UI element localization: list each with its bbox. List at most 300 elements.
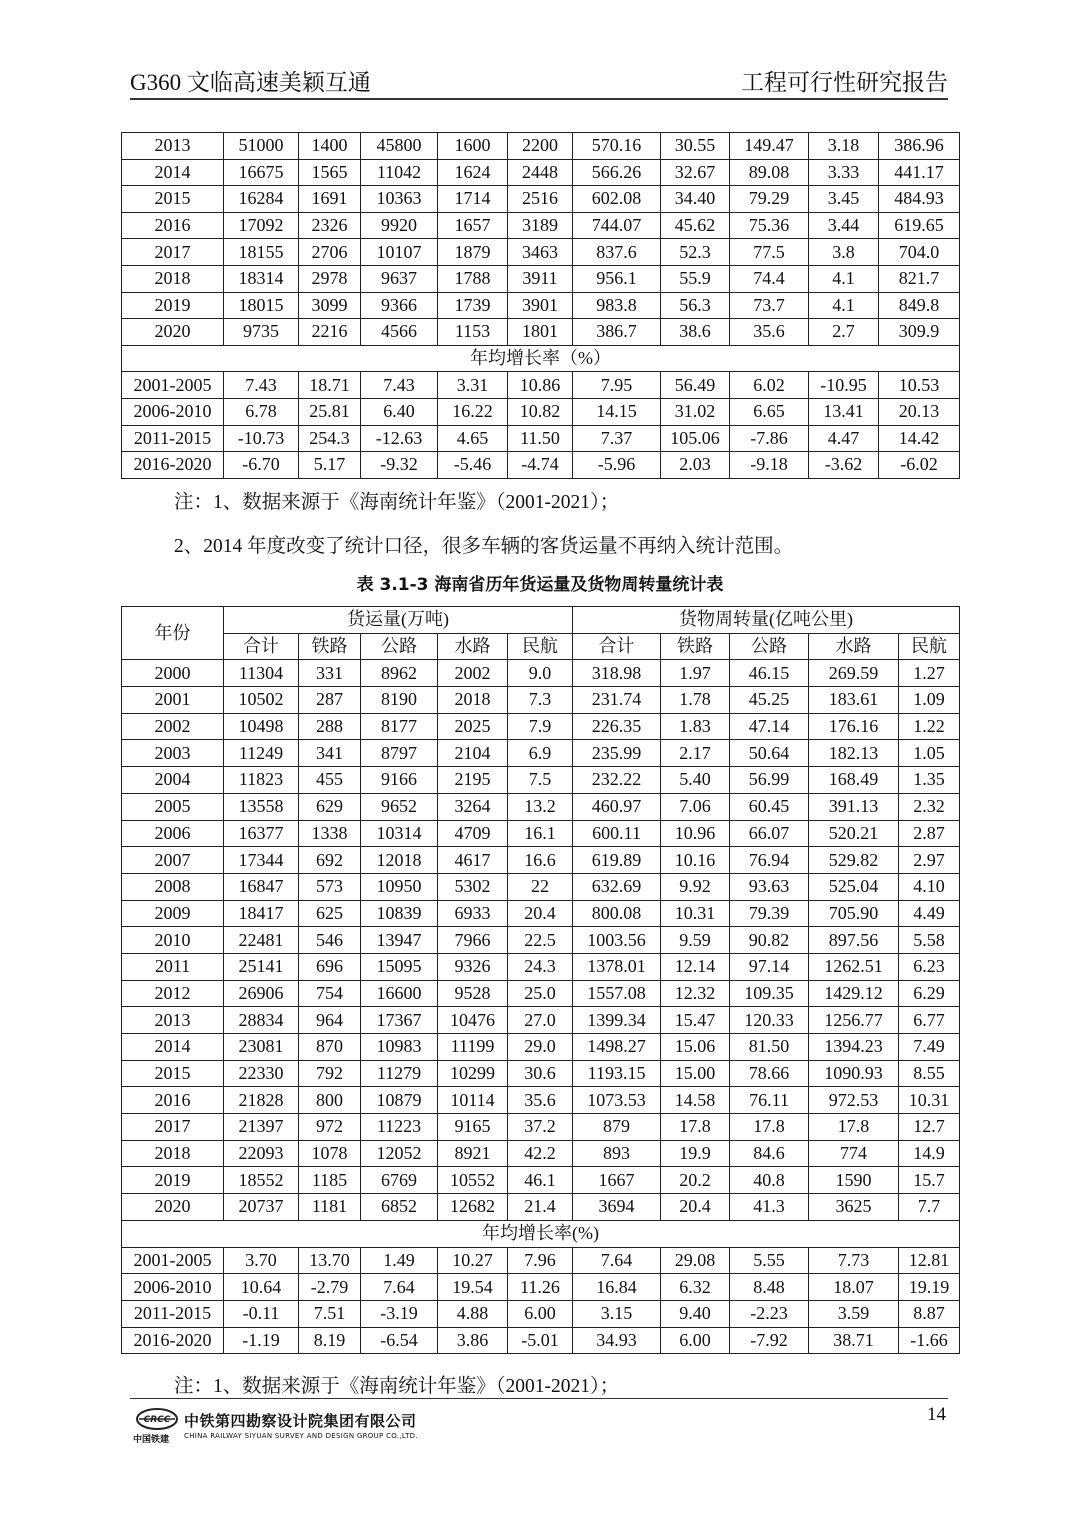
data-cell: 3901 [508,292,573,319]
logo-text: CRCC [143,1415,171,1425]
table-row [122,1007,960,1034]
data-cell: 90.82 [730,927,809,954]
data-cell: 9920 [361,212,438,239]
data-cell: 60.45 [730,793,809,820]
data-cell: 4.1 [809,292,879,319]
table-row [122,1060,960,1087]
growth-section-label: 年均增长率(%) [122,1220,960,1247]
data-cell: 10.82 [508,398,573,425]
data-cell: 269.59 [809,660,899,687]
table-row [122,1247,960,1274]
data-cell: 25.81 [299,398,361,425]
data-cell: 9652 [361,793,438,820]
data-cell: -1.19 [224,1327,299,1354]
row-label-cell: 2000 [122,660,224,687]
data-cell: 1193.15 [573,1060,661,1087]
data-cell: 9.59 [661,927,730,954]
data-cell: 288 [299,713,361,740]
table1-note-source: 注：1、数据来源于《海南统计年鉴》（2001-2021）； [174,492,620,513]
data-cell: 31.02 [661,398,730,425]
data-cell: 9637 [361,265,438,292]
data-cell: 15.00 [661,1060,730,1087]
data-cell: 331 [299,660,361,687]
data-cell: 79.29 [730,186,809,213]
data-cell: 696 [299,953,361,980]
data-cell: 956.1 [573,265,661,292]
data-cell: 11223 [361,1114,438,1141]
data-cell: 1429.12 [809,980,899,1007]
data-cell: 18417 [224,900,299,927]
data-cell: 3.44 [809,212,879,239]
data-cell: 16.22 [438,398,508,425]
data-cell: 231.74 [573,687,661,714]
data-cell: 1624 [438,159,508,186]
data-cell: 10476 [438,1007,508,1034]
data-cell: 821.7 [879,265,960,292]
data-cell: 14.58 [661,1087,730,1114]
data-cell: 1.97 [661,660,730,687]
table-row [122,1194,960,1221]
data-cell: 6.00 [661,1327,730,1354]
data-cell: 21828 [224,1087,299,1114]
data-cell: 632.69 [573,873,661,900]
data-cell: 7.37 [573,425,661,452]
data-cell: 17.8 [730,1114,809,1141]
row-label-cell: 2016-2020 [122,452,224,479]
table2-header-row [122,607,960,634]
data-cell: 529.82 [809,847,899,874]
data-cell: 76.94 [730,847,809,874]
data-cell: 232.22 [573,767,661,794]
row-label-cell: 2019 [122,1167,224,1194]
data-cell: 3099 [299,292,361,319]
data-cell: 2.97 [899,847,960,874]
data-cell: 2.32 [899,793,960,820]
data-cell: 13947 [361,927,438,954]
data-cell: 45.62 [661,212,730,239]
data-cell: 6769 [361,1167,438,1194]
data-cell: 4.65 [438,425,508,452]
data-cell: 176.16 [809,713,899,740]
data-cell: 1090.93 [809,1060,899,1087]
data-cell: 879 [573,1114,661,1141]
table-row [122,1167,960,1194]
data-cell: 4566 [361,319,438,346]
data-cell: 182.13 [809,740,899,767]
year-header: 年份 [122,607,224,660]
column-header: 民航 [899,633,960,660]
data-cell: 226.35 [573,713,661,740]
data-cell: -3.62 [809,452,879,479]
data-cell: 455 [299,767,361,794]
data-cell: 625 [299,900,361,927]
row-label-cell: 2016 [122,1087,224,1114]
data-cell: 2706 [299,239,361,266]
data-cell: 11304 [224,660,299,687]
data-cell: 1801 [508,319,573,346]
data-cell: 1557.08 [573,980,661,1007]
data-cell: 11042 [361,159,438,186]
data-cell: 972 [299,1114,361,1141]
data-cell: 3.33 [809,159,879,186]
data-cell: 18.07 [809,1274,899,1301]
data-cell: 183.61 [809,687,899,714]
data-cell: 6.29 [899,980,960,1007]
data-cell: 12.7 [899,1114,960,1141]
row-label-cell: 2006-2010 [122,398,224,425]
data-cell: 525.04 [809,873,899,900]
data-cell: 17.8 [661,1114,730,1141]
data-cell: 897.56 [809,927,899,954]
data-cell: 38.6 [661,319,730,346]
data-cell: 692 [299,847,361,874]
row-label-cell: 2016-2020 [122,1327,224,1354]
data-cell: 29.08 [661,1247,730,1274]
data-cell: 109.35 [730,980,809,1007]
data-cell: 56.3 [661,292,730,319]
header-report-type: 工程可行性研究报告 [741,70,948,95]
data-cell: 10839 [361,900,438,927]
data-cell: 3.59 [809,1300,899,1327]
data-cell: 10498 [224,713,299,740]
column-header: 水路 [809,633,899,660]
data-cell: 600.11 [573,820,661,847]
data-cell: 76.11 [730,1087,809,1114]
data-cell: 17092 [224,212,299,239]
data-cell: 7.95 [573,372,661,399]
data-cell: 3.15 [573,1300,661,1327]
row-label-cell: 2007 [122,847,224,874]
data-cell: 34.93 [573,1327,661,1354]
data-cell: 1153 [438,319,508,346]
data-cell: -3.19 [361,1300,438,1327]
table-row [122,1327,960,1354]
brand-name: 中国铁建 [133,1435,170,1445]
table-row [122,186,960,213]
data-cell: 105.06 [661,425,730,452]
data-cell: 4.10 [899,873,960,900]
data-cell: 705.90 [809,900,899,927]
table-row [122,239,960,266]
data-cell: 837.6 [573,239,661,266]
row-label-cell: 2015 [122,1060,224,1087]
data-cell: 573 [299,873,361,900]
data-cell: 2516 [508,186,573,213]
data-cell: 23081 [224,1034,299,1061]
data-cell: 602.08 [573,186,661,213]
data-cell: 1879 [438,239,508,266]
table-row [122,927,960,954]
column-header: 民航 [508,633,573,660]
data-cell: 30.55 [661,133,730,160]
data-cell: 2025 [438,713,508,740]
data-cell: 14.42 [879,425,960,452]
data-cell: 386.96 [879,133,960,160]
data-cell: 2.17 [661,740,730,767]
data-cell: 120.33 [730,1007,809,1034]
table-row [122,980,960,1007]
data-cell: 4709 [438,820,508,847]
freight-turnover-header: 货物周转量(亿吨公里) [573,607,960,634]
data-cell: 6.77 [899,1007,960,1034]
data-cell: 3.8 [809,239,879,266]
data-cell: 2326 [299,212,361,239]
data-cell: 341 [299,740,361,767]
data-cell: 11279 [361,1060,438,1087]
data-cell: 10.27 [438,1247,508,1274]
data-cell: 235.99 [573,740,661,767]
data-cell: 800 [299,1087,361,1114]
row-label-cell: 2015 [122,186,224,213]
data-cell: -5.01 [508,1327,573,1354]
data-cell: 3911 [508,265,573,292]
table-row [122,820,960,847]
data-cell: -2.23 [730,1300,809,1327]
data-cell: 1739 [438,292,508,319]
data-cell: 11823 [224,767,299,794]
data-cell: 6.9 [508,740,573,767]
data-cell: 16.6 [508,847,573,874]
data-cell: 7.49 [899,1034,960,1061]
page-header [130,62,948,100]
row-label-cell: 2006-2010 [122,1274,224,1301]
data-cell: 6.40 [361,398,438,425]
data-cell: 17.8 [809,1114,899,1141]
data-cell: 34.40 [661,186,730,213]
data-cell: 78.66 [730,1060,809,1087]
data-cell: 391.13 [809,793,899,820]
table-row [122,159,960,186]
data-cell: 149.47 [730,133,809,160]
row-label-cell: 2011-2015 [122,1300,224,1327]
table-row [122,793,960,820]
data-cell: 9.92 [661,873,730,900]
data-cell: 1.22 [899,713,960,740]
data-cell: 21.4 [508,1194,573,1221]
data-cell: 42.2 [508,1140,573,1167]
data-cell: 26906 [224,980,299,1007]
data-cell: 10299 [438,1060,508,1087]
data-cell: 1256.77 [809,1007,899,1034]
data-cell: 1185 [299,1167,361,1194]
header-project-title: G360 文临高速美颖互通 [130,70,371,95]
data-cell: 1078 [299,1140,361,1167]
data-cell: 1657 [438,212,508,239]
data-cell: 1003.56 [573,927,661,954]
row-label-cell: 2010 [122,927,224,954]
data-cell: 28834 [224,1007,299,1034]
data-cell: 14.9 [899,1140,960,1167]
data-cell: 37.2 [508,1114,573,1141]
data-cell: 7.06 [661,793,730,820]
data-cell: 6933 [438,900,508,927]
data-cell: 89.08 [730,159,809,186]
table-row [122,900,960,927]
data-cell: 5302 [438,873,508,900]
data-cell: 10552 [438,1167,508,1194]
column-header: 公路 [730,633,809,660]
data-cell: 6.65 [730,398,809,425]
data-cell: 20.4 [661,1194,730,1221]
row-label-cell: 2018 [122,265,224,292]
data-cell: 309.9 [879,319,960,346]
data-cell: 4.88 [438,1300,508,1327]
data-cell: 21397 [224,1114,299,1141]
data-cell: 16.84 [573,1274,661,1301]
data-cell: 2978 [299,265,361,292]
data-cell: 20.4 [508,900,573,927]
data-cell: 1667 [573,1167,661,1194]
data-cell: 10314 [361,820,438,847]
data-cell: 3694 [573,1194,661,1221]
data-cell: 10114 [438,1087,508,1114]
table-row [122,1114,960,1141]
column-header: 铁路 [661,633,730,660]
growth-section-row [122,1220,960,1247]
data-cell: 4617 [438,847,508,874]
data-cell: 12018 [361,847,438,874]
data-cell: 12682 [438,1194,508,1221]
column-header: 合计 [573,633,661,660]
data-cell: -1.66 [899,1327,960,1354]
data-cell: -0.11 [224,1300,299,1327]
data-cell: 744.07 [573,212,661,239]
data-cell: 254.3 [299,425,361,452]
data-cell: 74.4 [730,265,809,292]
data-cell: 7.43 [361,372,438,399]
data-cell: 22.5 [508,927,573,954]
data-cell: 2.7 [809,319,879,346]
data-cell: 1714 [438,186,508,213]
data-cell: 13.41 [809,398,879,425]
data-cell: 46.15 [730,660,809,687]
row-label-cell: 2008 [122,873,224,900]
data-cell: 1590 [809,1167,899,1194]
data-cell: 7.5 [508,767,573,794]
data-cell: 18314 [224,265,299,292]
data-cell: 8177 [361,713,438,740]
data-cell: 19.19 [899,1274,960,1301]
data-cell: 619.89 [573,847,661,874]
data-cell: 4.1 [809,265,879,292]
data-cell: 79.39 [730,900,809,927]
growth-section-row [122,345,960,372]
data-cell: 11249 [224,740,299,767]
data-cell: 10502 [224,687,299,714]
data-cell: 964 [299,1007,361,1034]
data-cell: 849.8 [879,292,960,319]
data-cell: 22481 [224,927,299,954]
data-cell: 16377 [224,820,299,847]
data-cell: 9366 [361,292,438,319]
data-cell: 7.7 [899,1194,960,1221]
data-cell: 10.16 [661,847,730,874]
data-cell: 1.49 [361,1247,438,1274]
data-cell: 77.5 [730,239,809,266]
table-row [122,452,960,479]
table-row [122,212,960,239]
data-cell: 56.49 [661,372,730,399]
data-cell: 16847 [224,873,299,900]
data-cell: 25141 [224,953,299,980]
data-cell: 8.48 [730,1274,809,1301]
data-cell: 2002 [438,660,508,687]
data-cell: 75.36 [730,212,809,239]
data-cell: 27.0 [508,1007,573,1034]
data-cell: 3463 [508,239,573,266]
data-cell: 972.53 [809,1087,899,1114]
table-row [122,767,960,794]
table-row [122,1034,960,1061]
data-cell: 17344 [224,847,299,874]
data-cell: 1691 [299,186,361,213]
data-cell: 50.64 [730,740,809,767]
row-label-cell: 2002 [122,713,224,740]
data-cell: 870 [299,1034,361,1061]
data-cell: 2.03 [661,452,730,479]
row-label-cell: 2009 [122,900,224,927]
data-cell: 10983 [361,1034,438,1061]
data-cell: 520.21 [809,820,899,847]
table-row [122,425,960,452]
growth-section-label: 年均增长率（%） [122,345,960,372]
data-cell: 18155 [224,239,299,266]
data-cell: 8797 [361,740,438,767]
data-cell: 9.40 [661,1300,730,1327]
data-cell: 3189 [508,212,573,239]
data-cell: 629 [299,793,361,820]
data-cell: 1.78 [661,687,730,714]
row-label-cell: 2014 [122,1034,224,1061]
data-cell: 10107 [361,239,438,266]
row-label-cell: 2014 [122,159,224,186]
data-cell: 386.7 [573,319,661,346]
data-cell: -9.32 [361,452,438,479]
table-row [122,1140,960,1167]
data-cell: 15.47 [661,1007,730,1034]
data-cell: 1378.01 [573,953,661,980]
data-cell: 3.18 [809,133,879,160]
data-cell: 754 [299,980,361,1007]
data-cell: 10363 [361,186,438,213]
data-cell: 2018 [438,687,508,714]
data-cell: 5.58 [899,927,960,954]
data-cell: 41.3 [730,1194,809,1221]
company-name-en: CHINA RAILWAY SIYUAN SURVEY AND DESIGN GROUP CO.,LTD. [184,1432,418,1440]
data-cell: 8.55 [899,1060,960,1087]
table-row [122,398,960,425]
data-cell: 7966 [438,927,508,954]
data-cell: 7.9 [508,713,573,740]
data-cell: 10.64 [224,1274,299,1301]
data-cell: 1262.51 [809,953,899,980]
row-label-cell: 2020 [122,319,224,346]
data-cell: -5.46 [438,452,508,479]
data-cell: -7.86 [730,425,809,452]
data-cell: 93.63 [730,873,809,900]
company-name-cn: 中铁第四勘察设计院集团有限公司 [184,1412,417,1430]
data-cell: 81.50 [730,1034,809,1061]
freight-volume-table [121,606,960,1354]
data-cell: 1399.34 [573,1007,661,1034]
freight-volume-header: 货运量(万吨) [224,607,573,634]
data-cell: 1073.53 [573,1087,661,1114]
column-header: 合计 [224,633,299,660]
data-cell: 19.9 [661,1140,730,1167]
data-cell: 704.0 [879,239,960,266]
data-cell: 16284 [224,186,299,213]
data-cell: 30.6 [508,1060,573,1087]
